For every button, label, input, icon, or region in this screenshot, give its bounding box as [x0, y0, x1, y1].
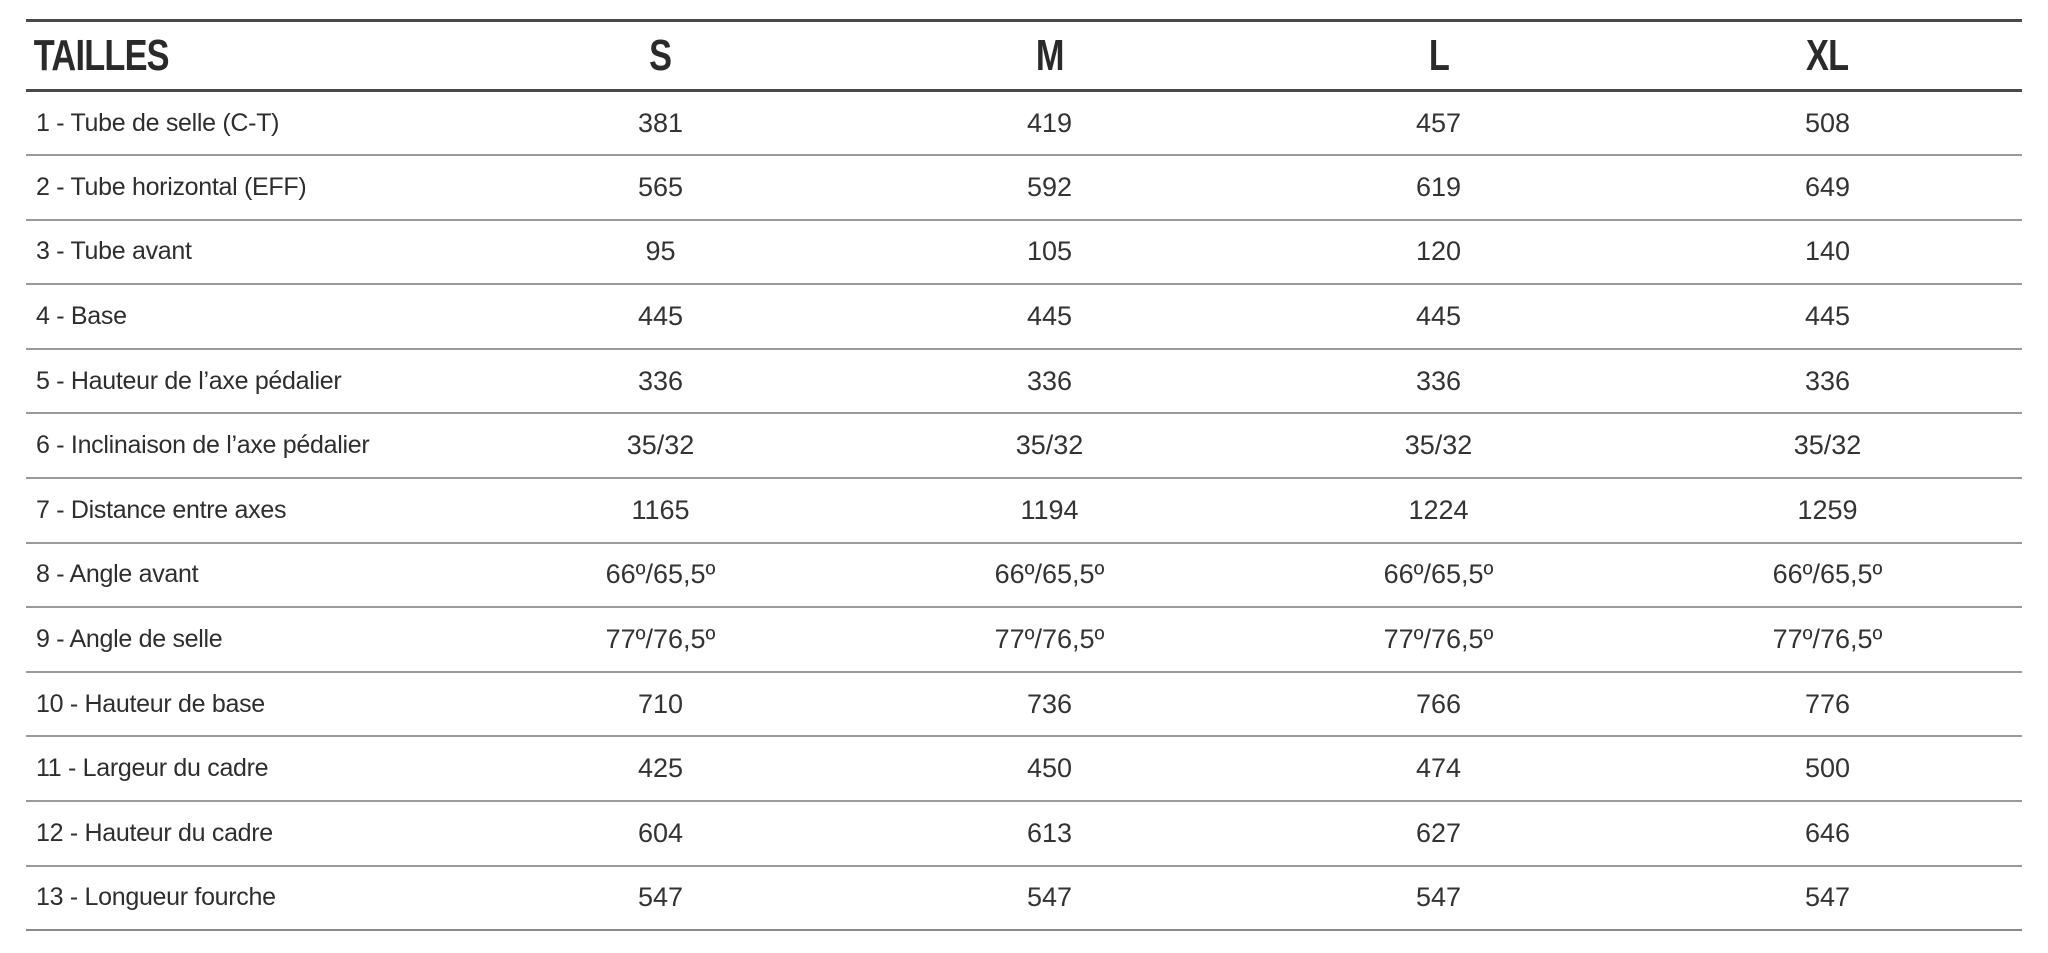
- cell-value-s: 95: [645, 236, 676, 267]
- table-row: [26, 672, 2022, 737]
- cell-value-l: 627: [1415, 817, 1462, 848]
- cell-value-m: 736: [1026, 688, 1073, 719]
- row-label: 1 - Tube de selle (C-T): [36, 108, 280, 137]
- cell-value-xl: 649: [1804, 171, 1851, 202]
- cell-value-s: 77º/76,5º: [605, 624, 716, 655]
- cell-value-s: 710: [637, 688, 684, 719]
- row-label: 9 - Angle de selle: [36, 625, 223, 654]
- cell-value-s: 66º/65,5º: [605, 559, 716, 590]
- cell-value-m: 336: [1026, 365, 1073, 396]
- row-label: 6 - Inclinaison de l’axe pédalier: [36, 431, 370, 460]
- cell-value-xl: 646: [1804, 817, 1851, 848]
- cell-value-xl: 547: [1804, 882, 1851, 913]
- cell-value-m: 1194: [1020, 494, 1079, 525]
- header-size-xl-text: XL: [1806, 30, 1849, 80]
- cell-value-s: 604: [637, 817, 684, 848]
- cell-value-xl: 35/32: [1793, 430, 1862, 461]
- cell-value-s: 381: [637, 107, 684, 138]
- cell-value-m: 35/32: [1015, 430, 1084, 461]
- row-label: 8 - Angle avant: [36, 560, 199, 589]
- cell-value-xl: 445: [1804, 301, 1851, 332]
- table-row: [26, 284, 2022, 349]
- table-row: [26, 349, 2022, 414]
- table-row: [26, 91, 2022, 156]
- cell-value-m: 445: [1026, 301, 1073, 332]
- cell-value-xl: 77º/76,5º: [1772, 624, 1883, 655]
- table-row: [26, 220, 2022, 285]
- cell-value-m: 419: [1026, 107, 1073, 138]
- header-size-m: [855, 21, 1244, 91]
- cell-value-l: 619: [1415, 171, 1462, 202]
- cell-value-m: 613: [1026, 817, 1073, 848]
- header-size-l-text: L: [1428, 30, 1449, 80]
- header-row: [26, 21, 2022, 91]
- row-label: 11 - Largeur du cadre: [36, 754, 269, 783]
- cell-value-m: 77º/76,5º: [994, 624, 1105, 655]
- cell-value-s: 425: [637, 753, 684, 784]
- cell-value-l: 35/32: [1404, 430, 1473, 461]
- cell-value-s: 445: [637, 301, 684, 332]
- header-label-tailles: TAILLES: [33, 30, 169, 80]
- table-row: [26, 736, 2022, 801]
- cell-value-m: 105: [1026, 236, 1073, 267]
- cell-value-xl: 1259: [1797, 494, 1858, 525]
- row-label: 5 - Hauteur de l’axe pédalier: [36, 366, 342, 395]
- row-label: 13 - Longueur fourche: [36, 883, 276, 912]
- table-row: [26, 543, 2022, 608]
- cell-value-l: 457: [1415, 107, 1462, 138]
- row-label: 10 - Hauteur de base: [36, 689, 265, 718]
- cell-value-s: 547: [637, 882, 684, 913]
- table-row: [26, 866, 2022, 931]
- table-row: [26, 155, 2022, 220]
- cell-value-s: 565: [637, 171, 684, 202]
- row-label: 12 - Hauteur du cadre: [36, 818, 273, 847]
- table-row: [26, 478, 2022, 543]
- geometry-table: [26, 19, 2022, 931]
- cell-value-l: 474: [1415, 753, 1462, 784]
- row-label: 4 - Base: [36, 302, 127, 331]
- cell-value-xl: 140: [1804, 236, 1851, 267]
- cell-value-xl: 508: [1804, 107, 1851, 138]
- cell-value-m: 66º/65,5º: [994, 559, 1105, 590]
- cell-value-m: 450: [1026, 753, 1073, 784]
- row-label: 3 - Tube avant: [36, 237, 192, 266]
- cell-value-xl: 336: [1804, 365, 1851, 396]
- table-row: [26, 413, 2022, 478]
- header-size-l: [1244, 21, 1633, 91]
- table-row: [26, 607, 2022, 672]
- cell-value-s: 1165: [631, 494, 690, 525]
- table-row: [26, 801, 2022, 866]
- cell-value-m: 547: [1026, 882, 1073, 913]
- cell-value-xl: 66º/65,5º: [1772, 559, 1883, 590]
- header-size-xl: [1633, 21, 2022, 91]
- cell-value-l: 120: [1415, 236, 1462, 267]
- table-body: [26, 91, 2022, 931]
- row-label: 2 - Tube horizontal (EFF): [36, 172, 307, 201]
- cell-value-xl: 500: [1804, 753, 1851, 784]
- cell-value-s: 336: [637, 365, 684, 396]
- cell-value-l: 77º/76,5º: [1383, 624, 1494, 655]
- cell-value-l: 445: [1415, 301, 1462, 332]
- cell-value-l: 547: [1415, 882, 1462, 913]
- header-size-s: [466, 21, 855, 91]
- row-label: 7 - Distance entre axes: [36, 495, 287, 524]
- cell-value-s: 35/32: [626, 430, 695, 461]
- header-size-m-text: M: [1035, 30, 1064, 80]
- cell-value-l: 336: [1415, 365, 1462, 396]
- cell-value-l: 1224: [1408, 494, 1469, 525]
- cell-value-xl: 776: [1804, 688, 1851, 719]
- cell-value-l: 766: [1415, 688, 1462, 719]
- cell-value-m: 592: [1026, 171, 1073, 202]
- table-header: [26, 21, 2022, 91]
- header-size-s-text: S: [649, 30, 672, 80]
- cell-value-l: 66º/65,5º: [1383, 559, 1494, 590]
